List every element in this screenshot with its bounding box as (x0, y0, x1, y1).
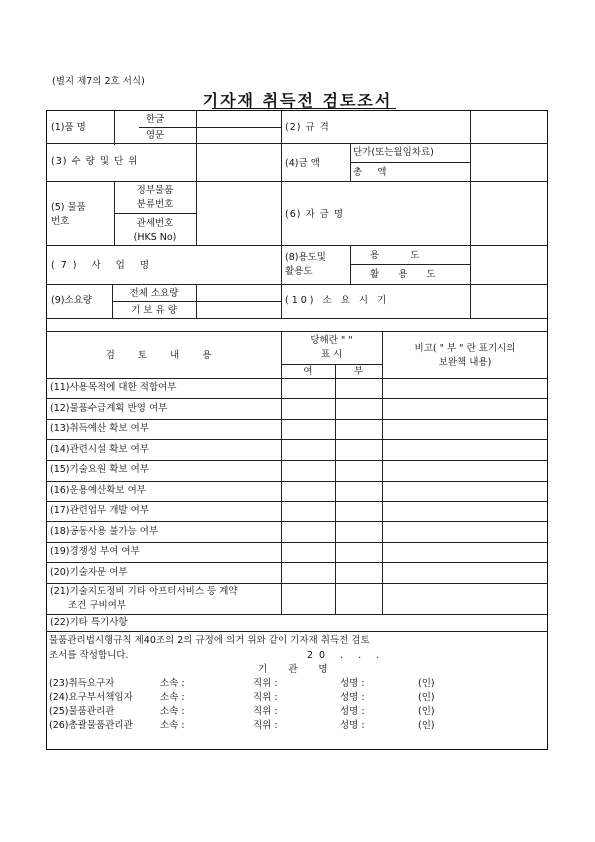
grid-line (46, 521, 548, 522)
statement-text: 물품관리법시행규칙 제40조의 2의 규정에 의거 위와 같이 기자재 취득전 검토 (49, 635, 370, 646)
review-item: (22)기타 특기사항 (50, 617, 128, 628)
belong-label: 소속 : (160, 706, 185, 717)
quantity-unit-label: (3) 수 량 및 단 위 (51, 156, 139, 167)
belong-label: 소속 : (160, 720, 185, 731)
review-item-continued: 조건 구비여부 (68, 600, 127, 611)
unit-price-label: 단가(또는월임차료) (353, 147, 434, 158)
name-label: 성명 : (340, 692, 365, 703)
review-item: (12)물품수급계획 반영 여부 (50, 403, 168, 414)
grid-line (46, 143, 548, 144)
grid-line (46, 378, 548, 379)
project-name-label: (7) 사 업 명 (51, 260, 156, 271)
goods-number-label: (5) 물품 (51, 202, 86, 213)
review-item: (21)기술지도정비 기타 아프터서비스 등 계약 (50, 586, 238, 597)
review-item: (15)기술요원 확보 여부 (50, 464, 149, 475)
grid-line (470, 284, 471, 319)
korean-label: 한글 (145, 114, 165, 125)
grid-line (350, 162, 470, 163)
review-item: (11)사용목적에 대한 적합여부 (50, 382, 177, 393)
note-column-header-2: 보완책 내용) (438, 357, 492, 368)
organization-label: 기 관 명 (258, 664, 337, 675)
position-label: 직위 : (253, 720, 278, 731)
note-column-header: 비고( " 부 " 란 표기시의 (414, 343, 516, 354)
grid-line (46, 318, 548, 319)
grid-line (470, 110, 471, 145)
grid-line (350, 245, 351, 285)
spec-label: (2) 규 격 (285, 122, 330, 133)
belong-label: 소속 : (160, 678, 185, 689)
review-item: (13)취득예산 확보 여부 (50, 423, 149, 434)
review-item: (20)기술자문 여부 (50, 567, 128, 578)
usage-label-2: 활용도 (285, 266, 313, 277)
grid-line (46, 398, 548, 399)
signer-role: (23)취득요구자 (49, 678, 115, 689)
seal-mark: (인) (418, 720, 435, 731)
seal-mark: (인) (418, 692, 435, 703)
grid-line (46, 460, 548, 461)
grid-line (470, 181, 471, 246)
name-label: 성명 : (340, 678, 365, 689)
grid-line (350, 143, 351, 182)
gov-class-label: 정부물품 (136, 185, 174, 196)
grid-line (196, 143, 197, 182)
form-number-label: (별지 제7의 2호 서식) (52, 76, 145, 87)
grid-line (139, 127, 281, 128)
goods-number-label-2: 번호 (51, 216, 70, 227)
grid-line (470, 143, 471, 182)
position-label: 직위 : (253, 678, 278, 689)
mark-column-header: 당해란 " " (310, 335, 353, 346)
position-label: 직위 : (253, 692, 278, 703)
customs-number-label: 관세번호 (136, 218, 174, 229)
belong-label: 소속 : (160, 692, 185, 703)
statement-text-2: 조서를 작성합니다. (49, 650, 129, 661)
customs-number-label-2: (HKS No) (133, 232, 177, 243)
owned-quantity-label: 기 보 유 량 (131, 305, 177, 316)
total-requirement-label: 전체 소요량 (129, 288, 179, 299)
grid-line (46, 284, 548, 285)
grid-line (470, 245, 471, 285)
use-label: 용 도 (370, 250, 434, 261)
grid-line (281, 110, 282, 319)
signer-role: (26)총괄물품관리관 (49, 720, 133, 731)
page-title: 기자재 취득전 검토조서 (202, 91, 393, 110)
review-item: (19)경쟁성 부여 여부 (50, 546, 140, 557)
grid-line (196, 110, 197, 145)
date-field: 20 . . . (307, 650, 386, 661)
review-item: (14)관련시설 확보 여부 (50, 444, 149, 455)
item-name-label: (1)품 명 (51, 122, 86, 133)
grid-line (196, 284, 197, 319)
grid-line (46, 481, 548, 482)
utilization-label: 활 용 도 (370, 269, 444, 280)
seal-mark: (인) (418, 678, 435, 689)
grid-line (282, 364, 382, 365)
name-label: 성명 : (340, 720, 365, 731)
no-column-header: 부 (353, 366, 364, 377)
grid-line (382, 331, 383, 615)
title-underline (212, 108, 396, 109)
grid-line (196, 181, 197, 246)
grid-line (46, 631, 548, 632)
usage-label: (8)용도및 (285, 252, 326, 263)
grid-line (46, 501, 548, 502)
mark-column-header-2: 표 시 (320, 349, 343, 360)
required-time-label: (10) 소 요 시 기 (285, 295, 390, 306)
grid-line (114, 213, 196, 214)
grid-line (46, 614, 548, 615)
seal-mark: (인) (418, 706, 435, 717)
gov-class-label-2: 분류번호 (136, 199, 174, 210)
english-label: 영문 (145, 130, 165, 141)
grid-line (46, 583, 548, 584)
position-label: 직위 : (253, 706, 278, 717)
grid-line (46, 562, 548, 563)
review-item: (16)운용예산확보 여부 (50, 485, 146, 496)
signer-role: (25)물품관리관 (49, 706, 115, 717)
total-amount-label: 총 액 (353, 167, 393, 178)
review-item: (17)관련업무 개발 여부 (50, 505, 149, 516)
grid-line (46, 542, 548, 543)
review-item: (18)공동사용 불가능 여부 (50, 526, 159, 537)
grid-line (46, 181, 548, 182)
grid-line (350, 264, 470, 265)
grid-line (46, 419, 548, 420)
grid-line (46, 331, 548, 332)
requirement-label: (9)소요량 (51, 295, 92, 306)
yes-column-header: 여 (303, 366, 313, 377)
amount-label: (4)금 액 (285, 158, 320, 169)
fund-name-label: (6) 자 금 명 (285, 209, 345, 220)
signer-role: (24)요구부서책임자 (49, 692, 133, 703)
grid-line (46, 439, 548, 440)
name-label: 성명 : (340, 706, 365, 717)
review-content-header: 검 토 내 용 (105, 350, 222, 361)
grid-line (335, 364, 336, 615)
grid-line (46, 245, 548, 246)
